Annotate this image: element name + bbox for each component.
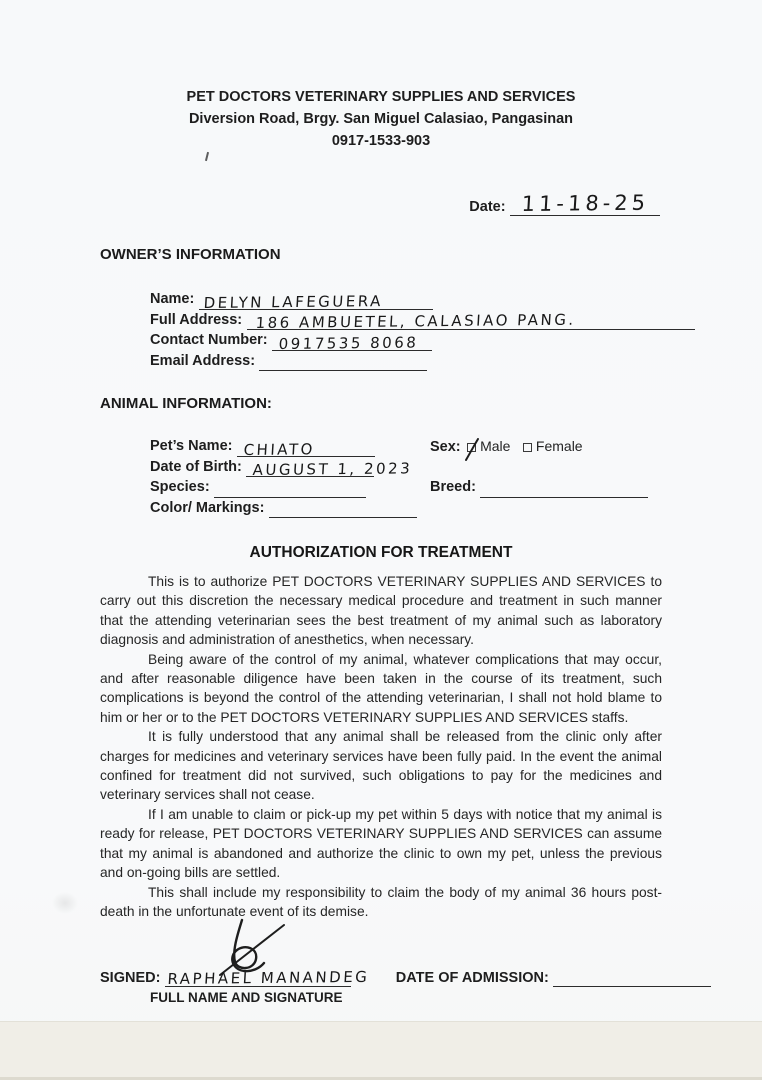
signed-caption: FULL NAME AND SIGNATURE bbox=[150, 990, 343, 1006]
owner-email-label: Email Address: bbox=[150, 352, 256, 369]
date-label: Date: bbox=[469, 199, 506, 215]
color-markings-label: Color/ Markings: bbox=[150, 499, 265, 516]
female-option-label: Female bbox=[535, 438, 583, 454]
clinic-phone: 0917-1533-903 bbox=[331, 133, 431, 149]
male-checkbox bbox=[467, 443, 476, 452]
scan-smudge-artifact bbox=[52, 892, 78, 914]
signed-line bbox=[165, 968, 370, 989]
owner-section-title: OWNER’S INFORMATION bbox=[100, 246, 281, 263]
signed-label: SIGNED: bbox=[100, 970, 161, 987]
owner-email-line bbox=[259, 354, 427, 371]
species-line bbox=[214, 481, 366, 498]
dob-row bbox=[150, 457, 662, 478]
breed-line bbox=[480, 481, 648, 498]
authorization-paragraph: This shall include my responsibility to claim the body of my animal 36 hours post-death in the unfortunate event of its demise. bbox=[100, 884, 662, 919]
owner-name-row bbox=[150, 289, 662, 310]
owner-name-label: Name: bbox=[150, 291, 195, 307]
owner-contact-row bbox=[150, 330, 662, 351]
breed-field bbox=[430, 477, 648, 498]
sex-label: Sex: bbox=[430, 439, 461, 455]
authorization-paragraph: This is to authorize PET DOCTORS VETERINARY SUPPLIES AND SERVICES to carry out this discretion the necessary medical procedure and treatment in such manner that the attending veterinarian sees the best treatment of my animal such as laboratory diagnosis and administration of anesthetics, when necessary. bbox=[100, 574, 662, 648]
pet-name-value: CHIATO bbox=[243, 439, 316, 459]
breed-label: Breed: bbox=[430, 479, 476, 495]
pet-name-label: Pet’s Name: bbox=[150, 438, 233, 454]
authorization-paragraph: Being aware of the control of my animal, whatever complications that may occur, and after reasonable diligence have been taken in the course of its treatment, such complications is beyond the control of the attending veterinarian, I shall not hold blame to him or her or to the PET DOCTORS VETERINARY SUPPLIES AND SERVICES staffs. bbox=[100, 651, 662, 725]
admission-line bbox=[553, 970, 711, 987]
date-row bbox=[100, 192, 662, 216]
clinic-name: PET DOCTORS VETERINARY SUPPLIES AND SERVICES bbox=[186, 89, 576, 105]
owner-contact-label: Contact Number: bbox=[150, 332, 268, 348]
owner-contact-value: 0917535 8068 bbox=[278, 333, 419, 353]
animal-information-section bbox=[100, 395, 662, 518]
date-line bbox=[510, 192, 660, 216]
male-option-label: Male bbox=[480, 438, 511, 454]
species-label: Species: bbox=[150, 479, 210, 495]
date-handwritten-value: 11-18-25 bbox=[521, 190, 651, 216]
clinic-header bbox=[100, 86, 662, 152]
species-row bbox=[150, 477, 662, 498]
owner-name-value: DELYN LAFEGUERA bbox=[202, 291, 384, 312]
owner-information-section bbox=[100, 246, 662, 371]
female-checkbox bbox=[523, 443, 532, 452]
signature-section bbox=[100, 969, 662, 1005]
authorization-paragraph: It is fully understood that any animal shall be released from the clinic only after charges for medicines and veterinary services have been fully paid. In the event the animal confined for treatment did not survived, such obligations to pay for the medicines and veterinary services shall not cease. bbox=[100, 729, 662, 803]
animal-section-title: ANIMAL INFORMATION: bbox=[100, 395, 272, 412]
dob-value: AUGUST 1, 2023 bbox=[252, 459, 414, 479]
stray-pen-mark bbox=[205, 152, 209, 161]
dob-line bbox=[246, 459, 414, 479]
owner-address-label: Full Address: bbox=[150, 311, 243, 328]
owner-address-value: 186 AMBUETEL, CALASIAO PANG. bbox=[254, 310, 576, 332]
authorization-title: AUTHORIZATION FOR TREATMENT bbox=[249, 544, 513, 561]
signed-handwritten-name: RAPHAEL MANANDEG bbox=[166, 968, 370, 989]
dob-label: Date of Birth: bbox=[150, 458, 242, 475]
owner-name-line bbox=[199, 293, 433, 310]
color-markings-row bbox=[150, 498, 662, 519]
authorization-body bbox=[100, 572, 662, 921]
sex-field bbox=[430, 436, 583, 458]
owner-address-line bbox=[247, 310, 695, 332]
authorization-paragraph: If I am unable to claim or pick-up my pet within 5 days with notice that my animal is ready for release, PET DOCTORS VETERINARY SUPPLIES AND SERVICES can assume that my animal is abandoned and authorize the clinic to own my pet, unless the previous and on-going bills are settled. bbox=[100, 806, 662, 881]
pet-name-row bbox=[150, 436, 662, 457]
owner-contact-line bbox=[272, 334, 432, 351]
pet-name-line bbox=[237, 440, 375, 457]
owner-email-row bbox=[150, 351, 662, 372]
scanner-bed-strip bbox=[0, 1021, 762, 1080]
clinic-address: Diversion Road, Brgy. San Miguel Calasiao, Pangasinan bbox=[188, 111, 574, 127]
signed-row bbox=[100, 969, 662, 987]
color-markings-line bbox=[269, 501, 417, 518]
admission-label: DATE OF ADMISSION: bbox=[395, 970, 549, 987]
